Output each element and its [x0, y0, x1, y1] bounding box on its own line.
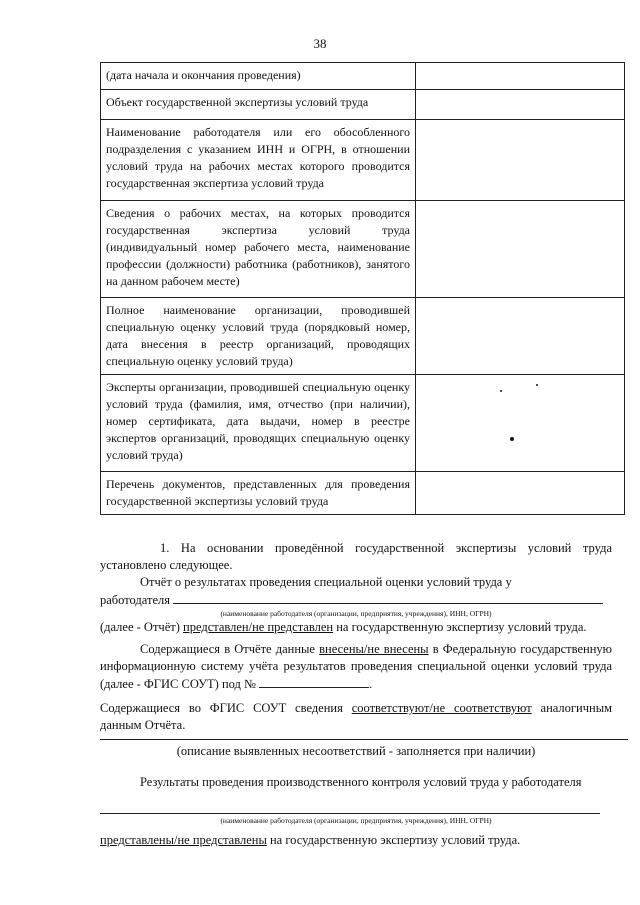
table-row: [101, 120, 625, 201]
row-value: [416, 90, 625, 120]
report-options: представлен/не представлен: [183, 620, 334, 634]
match-suffix: аналогичным данным Отчёта.: [100, 701, 612, 732]
expertise-info-table: [100, 62, 625, 515]
findings-text: 1. На основании проведённой государственной экспертизы условий труда установлено следующее.: [100, 541, 612, 572]
row-value: [416, 201, 625, 298]
row-value: [416, 472, 625, 515]
table-row: [101, 90, 625, 120]
row-value: [416, 63, 625, 90]
paragraph-production-control: [100, 774, 612, 791]
scan-speck: [500, 390, 502, 392]
row-value: [416, 375, 625, 472]
scan-speck: [510, 437, 514, 441]
table-row: [101, 63, 625, 90]
paragraph-production-status: [100, 832, 612, 849]
row-label: Перечень документов, представленных для проведения государственной экспертизы условий труда: [101, 472, 416, 515]
row-value: [416, 120, 625, 201]
fgis-prefix: Содержащиеся в Отчёте данные: [140, 642, 315, 656]
report-prefix: (далее - Отчёт): [100, 620, 180, 634]
paragraph-findings: [100, 540, 612, 574]
employer-blank-field[interactable]: [173, 591, 603, 604]
discrepancy-block: [100, 738, 612, 760]
production-options: представлены/не представлены: [100, 833, 267, 847]
production-employer-block: [100, 812, 612, 826]
match-prefix: Содержащиеся во ФГИС СОУТ сведения: [100, 701, 343, 715]
paragraph-fgis-entry: Содержащиеся в Отчёте данные внесены/не внесены в Федеральную государственную информационную систему учёта результатов проведения специальной оценки условий труда (далее - ФГИС СОУТ) под № .: [100, 642, 612, 691]
report-status-line: [100, 619, 612, 636]
fgis-suffix: в Федеральную государственную информационную систему учёта результатов проведения специальной оценки условий труда (далее - ФГИС СОУТ) под №: [100, 642, 612, 691]
production-employer-caption: (наименование работодателя (организации, предприятия, учреждения), ИНН, ОГРН): [220, 816, 492, 825]
production-control-text: Результаты проведения производственного контроля условий труда у работодателя: [140, 775, 582, 789]
table-row: [101, 201, 625, 298]
row-label: Полное наименование организации, проводившей специальную оценку условий труда (порядковый номер, дата внесения в реестр организаций, проводящих специальную оценку условий труда): [101, 298, 416, 375]
row-value: [416, 298, 625, 375]
paragraph-fgis-match: [100, 700, 612, 734]
report-line: Отчёт о результатах проведения специальной оценки условий труда у: [140, 575, 512, 589]
registry-number-field[interactable]: [259, 675, 369, 688]
row-label: Объект государственной экспертизы условий труда: [101, 90, 416, 120]
employer-caption: (наименование работодателя (организации, предприятия, учреждения), ИНН, ОГРН): [220, 609, 492, 618]
employer-line: [100, 591, 612, 609]
table-row: [101, 375, 625, 472]
table-row: [101, 298, 625, 375]
production-suffix: на государственную экспертизу условий труда.: [269, 833, 521, 847]
discrepancy-caption: (описание выявленных несоответствий - заполняется при наличии): [176, 744, 536, 758]
fgis-options: внесены/не внесены: [319, 642, 429, 656]
paragraph-report: [100, 574, 612, 636]
row-label: Эксперты организации, проводившей специальную оценку условий труда (фамилия, имя, отчество (при наличии), номер сертификата, дата выдачи, номер в реестре экспертов организаций, проводящих специальную оценку условий труда): [101, 375, 416, 472]
production-employer-blank-line[interactable]: [100, 812, 600, 814]
discrepancy-blank-line[interactable]: [100, 738, 628, 740]
row-label: (дата начала и окончания проведения): [101, 63, 416, 90]
match-options: соответствуют/не соответствуют: [351, 701, 532, 715]
report-suffix: на государственную экспертизу условий труда.: [336, 620, 587, 634]
row-label: Наименование работодателя или его обособленного подразделения с указанием ИНН и ОГРН, в отношении условий труда на рабочих местах которого проводится государственная экспертиза условий труда: [101, 120, 416, 201]
row-label: Сведения о рабочих местах, на которых проводится государственная экспертиза условий труда (индивидуальный номер рабочего места, наименование профессии (должности) работника (работников), занятого на данном рабочем месте): [101, 201, 416, 298]
page-number: 38: [313, 36, 327, 51]
scan-speck: [536, 384, 538, 386]
table-row: [101, 472, 625, 515]
employer-label: работодателя: [100, 593, 171, 607]
